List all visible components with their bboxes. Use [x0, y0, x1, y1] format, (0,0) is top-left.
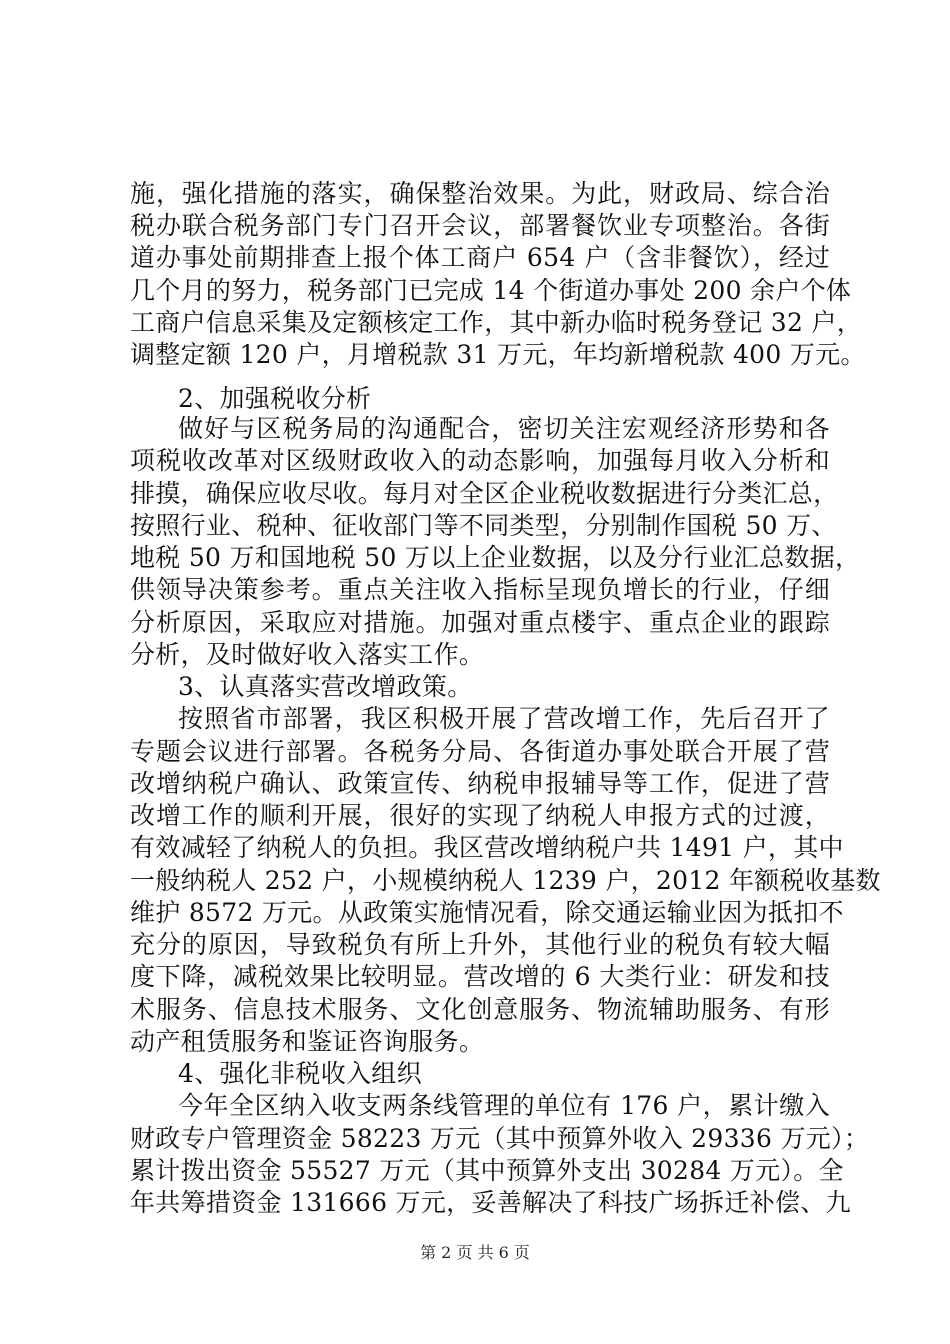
paragraph-line: 维护 8572 万元。从政策实施情况看，除交通运输业因为抵扣不 — [130, 898, 844, 927]
paragraph-line: 专题会议进行部署。各税务分局、各街道办事处联合开展了营 — [130, 737, 830, 766]
paragraph-line: 几个月的努力，税务部门已完成 14 个街道办事处 200 余户个体 — [130, 276, 852, 305]
section-heading: 2、加强税收分析 — [178, 384, 372, 413]
paragraph-line: 工商户信息采集及定额核定工作，其中新办临时税务登记 32 户， — [130, 308, 863, 337]
paragraph-line: 地税 50 万和国地税 50 万以上企业数据，以及分行业汇总数据， — [130, 543, 861, 572]
paragraph-line: 供领导决策参考。重点关注收入指标呈现负增长的行业，仔细 — [130, 575, 830, 604]
paragraph-line: 道办事处前期排查上报个体工商户 654 户（含非餐饮），经过 — [130, 243, 830, 272]
paragraph-line: 术服务、信息技术服务、文化创意服务、物流辅助服务、有形 — [130, 995, 830, 1024]
paragraph-line: 有效减轻了纳税人的负担。我区营改增纳税户共 1491 户，其中 — [130, 833, 844, 862]
paragraph-line: 调整定额 120 户，月增税款 31 万元，年均新增税款 400 万元。 — [130, 340, 866, 369]
paragraph-line: 按照行业、税种、征收部门等不同类型，分别制作国税 50 万、 — [130, 511, 837, 540]
paragraph-line: 年共筹措资金 131666 万元，妥善解决了科技广场拆迁补偿、九 — [130, 1188, 851, 1217]
paragraph-line: 税办联合税务部门专门召开会议，部署餐饮业专项整治。各街 — [130, 211, 830, 240]
paragraph-line: 按照省市部署，我区积极开展了营改增工作，先后召开了 — [178, 704, 830, 733]
paragraph-line: 累计拨出资金 55527 万元（其中预算外支出 30284 万元）。全 — [130, 1156, 844, 1185]
page-footer: 第 2 页 共 6 页 — [420, 1243, 530, 1262]
paragraph-line: 分析原因，采取应对措施。加强对重点楼宇、重点企业的跟踪 — [130, 608, 830, 637]
paragraph-line: 做好与区税务局的沟通配合，密切关注宏观经济形势和各 — [178, 414, 830, 443]
paragraph-line: 度下降，减税效果比较明显。营改增的 6 大类行业：研发和技 — [130, 962, 830, 991]
paragraph-line: 充分的原因，导致税负有所上升外，其他行业的税负有较大幅 — [130, 930, 830, 959]
paragraph-line: 排摸，确保应收尽收。每月对全区企业税收数据进行分类汇总， — [130, 479, 839, 508]
paragraph-line: 项税收改革对区级财政收入的动态影响，加强每月收入分析和 — [130, 446, 830, 475]
paragraph-line: 施，强化措施的落实，确保整治效果。为此，财政局、综合治 — [130, 179, 830, 208]
paragraph-line: 一般纳税人 252 户，小规模纳税人 1239 户，2012 年额税收基数 — [130, 866, 881, 895]
paragraph-line: 改增纳税户确认、政策宣传、纳税申报辅导等工作，促进了营 — [130, 769, 830, 798]
paragraph-line: 动产租赁服务和鉴证咨询服务。 — [130, 1027, 485, 1056]
paragraph-line: 财政专户管理资金 58223 万元（其中预算外收入 29336 万元）； — [130, 1124, 870, 1153]
paragraph-line: 分析，及时做好收入落实工作。 — [130, 640, 485, 669]
paragraph-line: 今年全区纳入收支两条线管理的单位有 176 户，累计缴入 — [178, 1091, 830, 1120]
section-heading: 3、认真落实营改增政策。 — [178, 672, 473, 701]
paragraph-line: 改增工作的顺利开展，很好的实现了纳税人申报方式的过渡， — [130, 801, 830, 830]
section-heading: 4、强化非税收入组织 — [178, 1059, 422, 1088]
